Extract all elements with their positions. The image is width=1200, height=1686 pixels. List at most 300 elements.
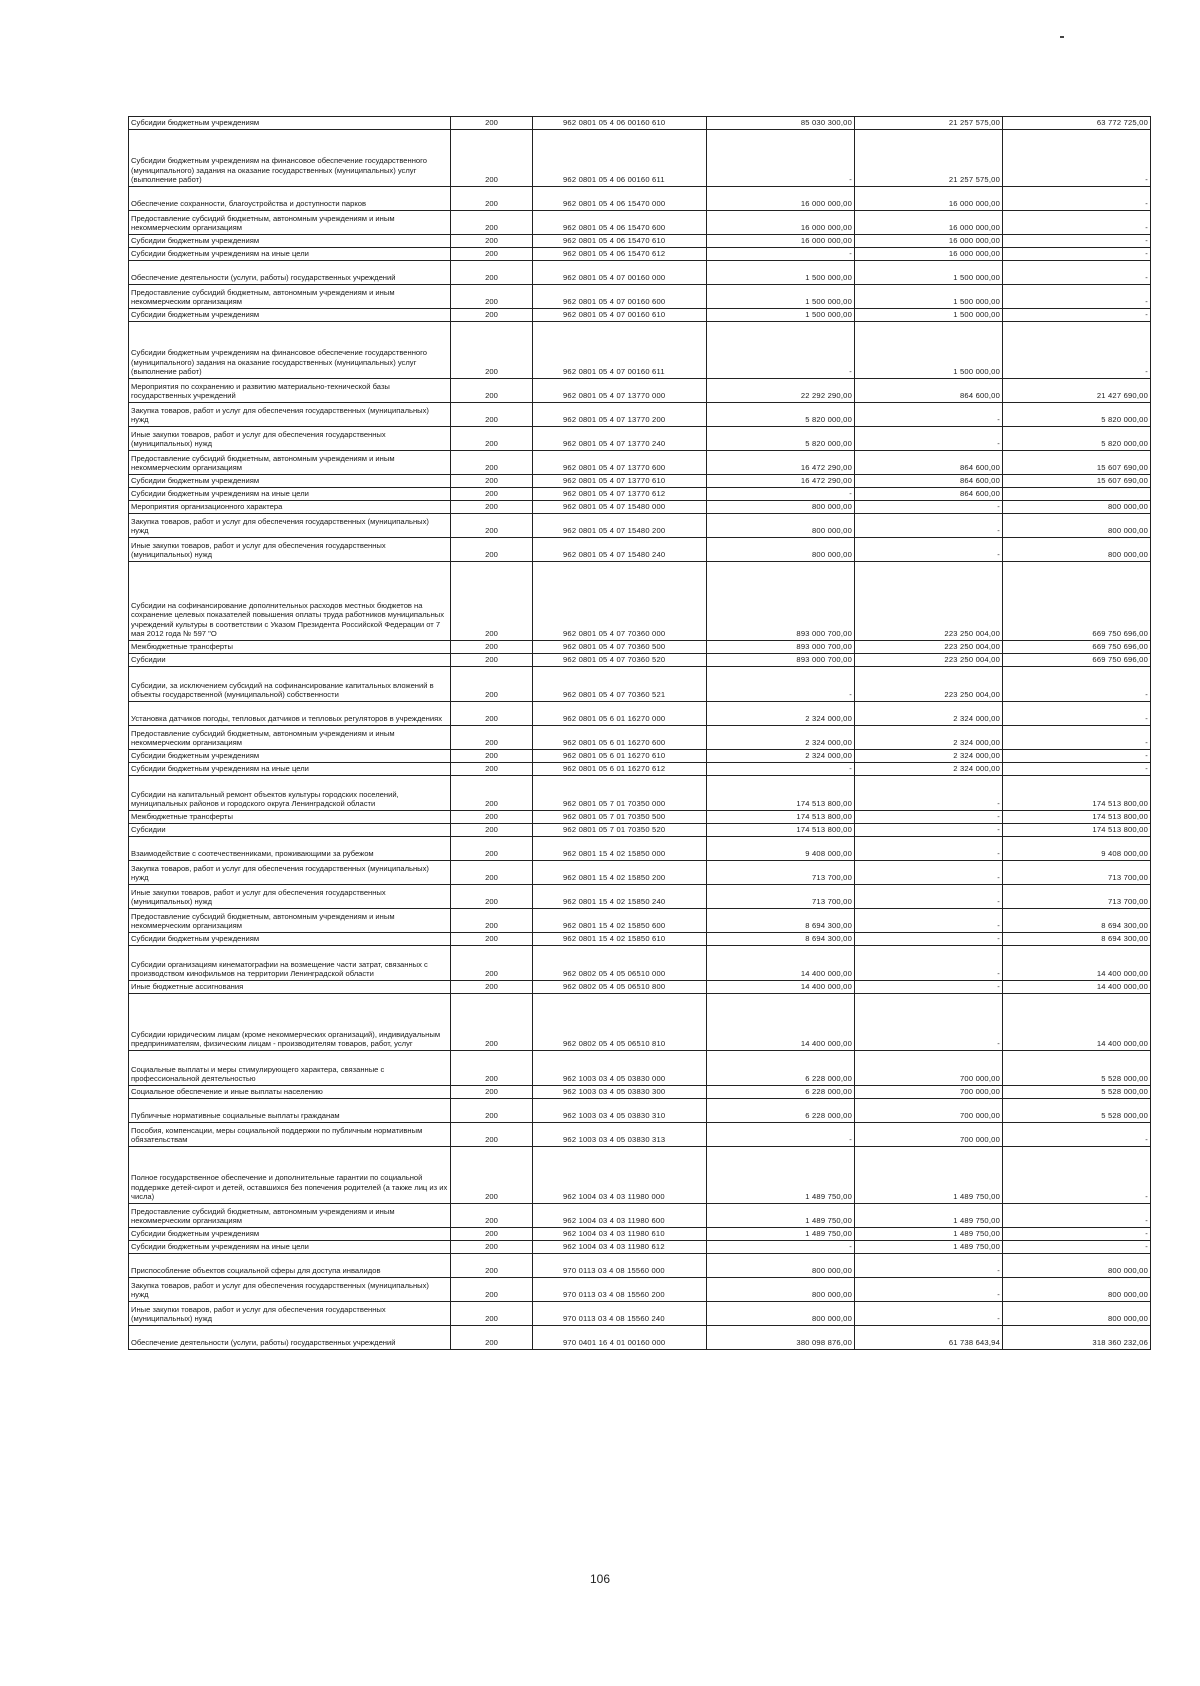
table-cell-value-1: 380 098 876,00: [707, 1326, 855, 1350]
table-cell-value-3: -: [1003, 187, 1151, 211]
table-cell-code: 962 0801 05 4 07 00160 000: [533, 261, 707, 285]
table-cell-value-1: 893 000 700,00: [707, 562, 855, 641]
table-cell-value-2: 16 000 000,00: [855, 187, 1003, 211]
table-row: [129, 654, 1151, 667]
table-cell-value-1: -: [707, 248, 855, 261]
table-row: [129, 475, 1151, 488]
table-cell-value-3: 800 000,00: [1003, 514, 1151, 538]
table-cell-value-1: 713 700,00: [707, 861, 855, 885]
table-row: [129, 885, 1151, 909]
table-row: [129, 1086, 1151, 1099]
table-cell-name: Полное государственное обеспечение и дополнительные гарантии по социальной поддержке детей-сирот и детей, оставшихся без попечения родителей (а также лиц из их числа): [129, 1147, 451, 1204]
table-cell-value-1: 1 500 000,00: [707, 261, 855, 285]
table-cell-value-1: -: [707, 667, 855, 702]
table-cell-value-3: -: [1003, 322, 1151, 379]
table-cell-value-1: 174 513 800,00: [707, 811, 855, 824]
table-cell-name: Субсидии бюджетным учреждениям на финансовое обеспечение государственного (муниципального) задания на оказание государственных (муниципальных) услуг (выполнение работ): [129, 130, 451, 187]
table-cell-admin: 200: [451, 130, 533, 187]
table-cell-admin: 200: [451, 514, 533, 538]
table-cell-admin: 200: [451, 1051, 533, 1086]
table-cell-value-3: 713 700,00: [1003, 885, 1151, 909]
table-row: [129, 1278, 1151, 1302]
table-row: [129, 427, 1151, 451]
table-cell-name: Субсидии: [129, 824, 451, 837]
table-row: [129, 981, 1151, 994]
table-cell-value-2: 1 500 000,00: [855, 261, 1003, 285]
table-cell-value-3: -: [1003, 1147, 1151, 1204]
table-cell-value-2: 223 250 004,00: [855, 641, 1003, 654]
table-cell-admin: 200: [451, 824, 533, 837]
table-cell-name: Предоставление субсидий бюджетным, автономным учреждениям и иным некоммерческим организациям: [129, 909, 451, 933]
table-row: [129, 824, 1151, 837]
table-cell-value-2: -: [855, 994, 1003, 1051]
table-cell-value-2: 700 000,00: [855, 1099, 1003, 1123]
table-row: [129, 641, 1151, 654]
table-row: [129, 1228, 1151, 1241]
table-row: [129, 763, 1151, 776]
table-cell-value-1: 800 000,00: [707, 1278, 855, 1302]
table-cell-value-1: -: [707, 1123, 855, 1147]
table-cell-value-2: 1 489 750,00: [855, 1228, 1003, 1241]
table-cell-code: 970 0113 03 4 08 15560 000: [533, 1254, 707, 1278]
table-cell-value-3: -: [1003, 309, 1151, 322]
table-cell-code: 962 1004 03 4 03 11980 600: [533, 1204, 707, 1228]
table-cell-code: 962 0801 15 4 02 15850 200: [533, 861, 707, 885]
table-cell-value-3: 21 427 690,00: [1003, 379, 1151, 403]
table-cell-code: 962 0801 05 4 06 15470 612: [533, 248, 707, 261]
table-cell-name: Социальное обеспечение и иные выплаты населению: [129, 1086, 451, 1099]
table-cell-value-3: 174 513 800,00: [1003, 824, 1151, 837]
table-row: [129, 403, 1151, 427]
table-row: [129, 909, 1151, 933]
table-cell-code: 962 1004 03 4 03 11980 000: [533, 1147, 707, 1204]
table-cell-value-2: -: [855, 776, 1003, 811]
table-cell-code: 962 0801 05 4 06 00160 611: [533, 130, 707, 187]
table-cell-value-2: 223 250 004,00: [855, 654, 1003, 667]
table-row: [129, 1123, 1151, 1147]
table-cell-value-3: 14 400 000,00: [1003, 946, 1151, 981]
table-cell-value-3: 174 513 800,00: [1003, 776, 1151, 811]
table-cell-name: Предоставление субсидий бюджетным, автономным учреждениям и иным некоммерческим организациям: [129, 451, 451, 475]
table-row: [129, 861, 1151, 885]
table-cell-admin: 200: [451, 811, 533, 824]
table-cell-value-1: 2 324 000,00: [707, 726, 855, 750]
table-cell-name: Установка датчиков погоды, тепловых датчиков и тепловых регуляторов в учреждениях: [129, 702, 451, 726]
table-cell-code: 962 0801 05 4 06 15470 610: [533, 235, 707, 248]
table-row: [129, 379, 1151, 403]
table-cell-value-3: 669 750 696,00: [1003, 562, 1151, 641]
table-cell-value-3: -: [1003, 1123, 1151, 1147]
table-cell-value-3: 174 513 800,00: [1003, 811, 1151, 824]
table-cell-admin: 200: [451, 187, 533, 211]
page-number: 106: [589, 1572, 611, 1586]
table-cell-code: 962 1003 03 4 05 03830 313: [533, 1123, 707, 1147]
table-cell-name: Публичные нормативные социальные выплаты гражданам: [129, 1099, 451, 1123]
table-cell-code: 962 1003 03 4 05 03830 310: [533, 1099, 707, 1123]
table-cell-value-2: -: [855, 427, 1003, 451]
table-cell-admin: 200: [451, 641, 533, 654]
table-cell-admin: 200: [451, 562, 533, 641]
table-cell-name: Социальные выплаты и меры стимулирующего характера, связанные с профессиональной деятельностью: [129, 1051, 451, 1086]
table-cell-value-2: 2 324 000,00: [855, 726, 1003, 750]
table-cell-name: Межбюджетные трансферты: [129, 641, 451, 654]
table-cell-value-3: -: [1003, 261, 1151, 285]
table-cell-value-3: 5 528 000,00: [1003, 1051, 1151, 1086]
table-cell-value-1: 16 000 000,00: [707, 187, 855, 211]
table-cell-value-2: -: [855, 501, 1003, 514]
table-cell-code: 962 1003 03 4 05 03830 000: [533, 1051, 707, 1086]
table-cell-name: Субсидии бюджетным учреждениям на финансовое обеспечение государственного (муниципального) задания на оказание государственных (муниципальных) услуг (выполнение работ): [129, 322, 451, 379]
table-cell-admin: 200: [451, 117, 533, 130]
table-cell-admin: 200: [451, 1278, 533, 1302]
table-cell-value-3: 800 000,00: [1003, 1254, 1151, 1278]
table-cell-value-1: 16 000 000,00: [707, 211, 855, 235]
table-cell-value-3: 8 694 300,00: [1003, 933, 1151, 946]
table-cell-code: 962 1003 03 4 05 03830 300: [533, 1086, 707, 1099]
table-row: [129, 1099, 1151, 1123]
table-cell-admin: 200: [451, 379, 533, 403]
table-cell-value-2: -: [855, 885, 1003, 909]
table-cell-code: 962 0801 05 7 01 70350 500: [533, 811, 707, 824]
table-cell-value-3: 800 000,00: [1003, 538, 1151, 562]
table-cell-value-3: -: [1003, 750, 1151, 763]
table-cell-name: Иные закупки товаров, работ и услуг для обеспечения государственных (муниципальных) нужд: [129, 885, 451, 909]
table-cell-value-3: 63 772 725,00: [1003, 117, 1151, 130]
table-row: [129, 1051, 1151, 1086]
table-row: [129, 1302, 1151, 1326]
table-cell-name: Иные закупки товаров, работ и услуг для обеспечения государственных (муниципальных) нужд: [129, 538, 451, 562]
table-row: [129, 1326, 1151, 1350]
table-cell-name: Иные закупки товаров, работ и услуг для обеспечения государственных (муниципальных) нужд: [129, 1302, 451, 1326]
table-row: [129, 248, 1151, 261]
table-row: [129, 811, 1151, 824]
table-cell-admin: 200: [451, 1254, 533, 1278]
table-cell-name: Субсидии, за исключением субсидий на софинансирование капитальных вложений в объекты государственной (муниципальной) собственности: [129, 667, 451, 702]
table-cell-value-1: 8 694 300,00: [707, 909, 855, 933]
table-cell-value-3: -: [1003, 248, 1151, 261]
table-cell-name: Субсидии на капитальный ремонт объектов культуры городских поселений, муниципальных районов и городского округа Ленинградской области: [129, 776, 451, 811]
table-cell-name: Субсидии бюджетным учреждениям: [129, 750, 451, 763]
table-cell-value-2: 700 000,00: [855, 1086, 1003, 1099]
table-cell-value-1: 2 324 000,00: [707, 702, 855, 726]
table-cell-value-2: -: [855, 403, 1003, 427]
table-row: [129, 130, 1151, 187]
table-cell-admin: 200: [451, 933, 533, 946]
table-cell-name: Субсидии бюджетным учреждениям: [129, 1228, 451, 1241]
table-cell-admin: 200: [451, 1086, 533, 1099]
table-row: [129, 322, 1151, 379]
table-cell-admin: 200: [451, 309, 533, 322]
table-row: [129, 488, 1151, 501]
table-cell-value-3: -: [1003, 726, 1151, 750]
table-cell-name: Субсидии бюджетным учреждениям: [129, 309, 451, 322]
table-cell-value-2: 223 250 004,00: [855, 562, 1003, 641]
table-cell-value-2: 864 600,00: [855, 451, 1003, 475]
table-cell-value-2: 21 257 575,00: [855, 130, 1003, 187]
table-row: [129, 538, 1151, 562]
table-cell-name: Субсидии бюджетным учреждениям: [129, 475, 451, 488]
table-cell-name: Иные закупки товаров, работ и услуг для обеспечения государственных (муниципальных) нужд: [129, 427, 451, 451]
table-cell-value-3: -: [1003, 667, 1151, 702]
table-cell-value-3: 669 750 696,00: [1003, 654, 1151, 667]
table-cell-value-3: 800 000,00: [1003, 1302, 1151, 1326]
table-row: [129, 1147, 1151, 1204]
table-cell-value-1: 1 489 750,00: [707, 1147, 855, 1204]
table-cell-admin: 200: [451, 981, 533, 994]
table-cell-value-2: 223 250 004,00: [855, 667, 1003, 702]
table-cell-value-1: 174 513 800,00: [707, 776, 855, 811]
table-cell-value-2: -: [855, 538, 1003, 562]
table-cell-admin: 200: [451, 763, 533, 776]
table-cell-name: Субсидии на софинансирование дополнительных расходов местных бюджетов на сохранение целевых показателей повышения оплаты труда работников муниципальных учреждений культуры в соответствии с Указом Президента Российской Федерации от 7 мая 2012 года № 597 "О: [129, 562, 451, 641]
table-cell-code: 962 0802 05 4 05 06510 000: [533, 946, 707, 981]
table-cell-value-2: -: [855, 1278, 1003, 1302]
table-cell-code: 962 0801 05 4 07 15480 200: [533, 514, 707, 538]
table-cell-value-1: 800 000,00: [707, 514, 855, 538]
table-cell-value-2: 1 489 750,00: [855, 1241, 1003, 1254]
table-cell-value-1: 1 500 000,00: [707, 285, 855, 309]
table-cell-code: 970 0113 03 4 08 15560 240: [533, 1302, 707, 1326]
table-cell-value-3: -: [1003, 1204, 1151, 1228]
table-cell-code: 962 0801 15 4 02 15850 240: [533, 885, 707, 909]
table-cell-value-1: 800 000,00: [707, 501, 855, 514]
table-cell-name: Закупка товаров, работ и услуг для обеспечения государственных (муниципальных) нужд: [129, 514, 451, 538]
table-cell-name: Субсидии организациям кинематографии на возмещение части затрат, связанных с производством кинофильмов на территории Ленинградской области: [129, 946, 451, 981]
table-cell-value-3: 9 408 000,00: [1003, 837, 1151, 861]
table-cell-name: Закупка товаров, работ и услуг для обеспечения государственных (муниципальных) нужд: [129, 1278, 451, 1302]
table-cell-admin: 200: [451, 211, 533, 235]
table-cell-value-3: 14 400 000,00: [1003, 981, 1151, 994]
table-cell-admin: 200: [451, 1326, 533, 1350]
table-cell-name: Пособия, компенсации, меры социальной поддержки по публичным нормативным обязательствам: [129, 1123, 451, 1147]
table-cell-code: 962 0801 05 4 07 00160 610: [533, 309, 707, 322]
table-cell-admin: 200: [451, 750, 533, 763]
table-cell-value-2: -: [855, 1254, 1003, 1278]
table-cell-name: Субсидии бюджетным учреждениям: [129, 933, 451, 946]
table-cell-code: 970 0113 03 4 08 15560 200: [533, 1278, 707, 1302]
table-cell-value-3: -: [1003, 1241, 1151, 1254]
table-cell-admin: 200: [451, 488, 533, 501]
table-cell-admin: 200: [451, 885, 533, 909]
table-cell-code: 962 0801 05 4 07 70360 000: [533, 562, 707, 641]
table-cell-code: 962 0801 05 4 07 13770 200: [533, 403, 707, 427]
table-cell-admin: 200: [451, 1204, 533, 1228]
table-cell-value-2: 700 000,00: [855, 1123, 1003, 1147]
table-cell-value-2: 21 257 575,00: [855, 117, 1003, 130]
table-cell-value-1: 5 820 000,00: [707, 427, 855, 451]
table-cell-value-3: -: [1003, 235, 1151, 248]
table-cell-admin: 200: [451, 322, 533, 379]
table-cell-code: 962 0801 05 7 01 70350 520: [533, 824, 707, 837]
table-cell-code: 962 0801 15 4 02 15850 000: [533, 837, 707, 861]
table-cell-admin: 200: [451, 285, 533, 309]
table-cell-value-1: 8 694 300,00: [707, 933, 855, 946]
table-row: [129, 702, 1151, 726]
table-cell-name: Субсидии бюджетным учреждениям на иные цели: [129, 763, 451, 776]
table-cell-value-3: 669 750 696,00: [1003, 641, 1151, 654]
table-cell-admin: 200: [451, 248, 533, 261]
table-cell-value-3: -: [1003, 130, 1151, 187]
table-cell-name: Мероприятия по сохранению и развитию материально-технической базы государственных учреждений: [129, 379, 451, 403]
table-cell-value-3: -: [1003, 285, 1151, 309]
budget-table: [128, 116, 1151, 1350]
table-cell-admin: 200: [451, 667, 533, 702]
table-cell-admin: 200: [451, 501, 533, 514]
table-cell-value-3: 800 000,00: [1003, 1278, 1151, 1302]
table-row: [129, 1204, 1151, 1228]
table-cell-value-2: -: [855, 837, 1003, 861]
table-cell-name: Межбюджетные трансферты: [129, 811, 451, 824]
table-cell-value-3: 5 820 000,00: [1003, 427, 1151, 451]
table-cell-name: Закупка товаров, работ и услуг для обеспечения государственных (муниципальных) нужд: [129, 861, 451, 885]
table-cell-name: Субсидии бюджетным учреждениям на иные цели: [129, 1241, 451, 1254]
table-cell-name: Предоставление субсидий бюджетным, автономным учреждениям и иным некоммерческим организациям: [129, 211, 451, 235]
table-cell-value-1: 800 000,00: [707, 1302, 855, 1326]
table-cell-name: Взаимодействие с соотечественниками, проживающими за рубежом: [129, 837, 451, 861]
table-cell-value-3: 14 400 000,00: [1003, 994, 1151, 1051]
table-cell-admin: 200: [451, 1099, 533, 1123]
table-cell-value-1: 1 500 000,00: [707, 309, 855, 322]
table-cell-code: 962 0801 05 6 01 16270 000: [533, 702, 707, 726]
table-cell-admin: 200: [451, 654, 533, 667]
table-cell-value-2: 864 600,00: [855, 488, 1003, 501]
table-cell-admin: 200: [451, 1302, 533, 1326]
table-cell-name: Предоставление субсидий бюджетным, автономным учреждениям и иным некоммерческим организациям: [129, 726, 451, 750]
table-cell-admin: 200: [451, 1228, 533, 1241]
table-row: [129, 211, 1151, 235]
table-row: [129, 1241, 1151, 1254]
table-row: [129, 726, 1151, 750]
table-row: [129, 285, 1151, 309]
table-cell-code: 962 0801 05 4 07 13770 612: [533, 488, 707, 501]
table-cell-code: 962 0801 05 4 07 13770 000: [533, 379, 707, 403]
table-cell-code: 962 0801 05 4 07 70360 500: [533, 641, 707, 654]
table-cell-admin: 200: [451, 946, 533, 981]
table-row: [129, 933, 1151, 946]
table-cell-code: 962 0801 05 4 07 00160 600: [533, 285, 707, 309]
table-cell-code: 962 0801 05 6 01 16270 612: [533, 763, 707, 776]
table-cell-value-1: 22 292 290,00: [707, 379, 855, 403]
table-row: [129, 946, 1151, 981]
table-cell-value-3: 800 000,00: [1003, 501, 1151, 514]
table-cell-value-1: 5 820 000,00: [707, 403, 855, 427]
table-cell-value-2: 2 324 000,00: [855, 763, 1003, 776]
table-cell-name: Иные бюджетные ассигнования: [129, 981, 451, 994]
table-cell-value-2: 1 489 750,00: [855, 1147, 1003, 1204]
table-cell-admin: 200: [451, 1123, 533, 1147]
scan-mark: [1060, 36, 1064, 38]
table-cell-code: 962 0801 05 4 06 15470 600: [533, 211, 707, 235]
table-cell-value-1: 85 030 300,00: [707, 117, 855, 130]
table-cell-value-2: 864 600,00: [855, 379, 1003, 403]
table-cell-value-2: -: [855, 933, 1003, 946]
table-cell-code: 962 0801 15 4 02 15850 610: [533, 933, 707, 946]
table-cell-code: 962 0801 05 4 07 70360 521: [533, 667, 707, 702]
table-cell-value-1: 6 228 000,00: [707, 1086, 855, 1099]
table-row: [129, 776, 1151, 811]
table-cell-code: 970 0401 16 4 01 00160 000: [533, 1326, 707, 1350]
table-cell-value-3: 5 528 000,00: [1003, 1086, 1151, 1099]
table-cell-value-2: 1 500 000,00: [855, 285, 1003, 309]
table-cell-value-2: 2 324 000,00: [855, 750, 1003, 763]
table-cell-admin: 200: [451, 475, 533, 488]
table-row: [129, 451, 1151, 475]
table-cell-value-2: -: [855, 824, 1003, 837]
table-cell-code: 962 0801 05 7 01 70350 000: [533, 776, 707, 811]
table-cell-value-2: 1 500 000,00: [855, 322, 1003, 379]
table-cell-code: 962 1004 03 4 03 11980 612: [533, 1241, 707, 1254]
table-cell-admin: 200: [451, 1241, 533, 1254]
table-cell-value-1: 800 000,00: [707, 538, 855, 562]
table-cell-name: Субсидии бюджетным учреждениям на иные цели: [129, 488, 451, 501]
table-cell-admin: 200: [451, 261, 533, 285]
table-cell-name: Обеспечение деятельности (услуги, работы) государственных учреждений: [129, 261, 451, 285]
table-cell-name: Обеспечение деятельности (услуги, работы) государственных учреждений: [129, 1326, 451, 1350]
table-cell-value-2: 1 489 750,00: [855, 1204, 1003, 1228]
table-cell-admin: 200: [451, 776, 533, 811]
table-cell-value-3: [1003, 488, 1151, 501]
table-cell-code: 962 0801 05 6 01 16270 600: [533, 726, 707, 750]
table-row: [129, 562, 1151, 641]
table-cell-value-3: 5 820 000,00: [1003, 403, 1151, 427]
table-cell-value-1: 9 408 000,00: [707, 837, 855, 861]
table-cell-admin: 200: [451, 861, 533, 885]
table-cell-value-1: 713 700,00: [707, 885, 855, 909]
table-cell-value-1: -: [707, 1241, 855, 1254]
table-cell-value-1: 14 400 000,00: [707, 946, 855, 981]
table-cell-admin: 200: [451, 726, 533, 750]
table-row: [129, 309, 1151, 322]
table-row: [129, 261, 1151, 285]
table-cell-value-1: -: [707, 488, 855, 501]
table-cell-value-1: 1 489 750,00: [707, 1204, 855, 1228]
table-cell-value-2: -: [855, 946, 1003, 981]
table-cell-value-2: -: [855, 811, 1003, 824]
table-cell-value-3: -: [1003, 702, 1151, 726]
table-cell-value-1: -: [707, 130, 855, 187]
table-cell-value-2: 2 324 000,00: [855, 702, 1003, 726]
table-cell-value-1: -: [707, 763, 855, 776]
table-cell-value-1: 16 472 290,00: [707, 475, 855, 488]
table-cell-value-3: 5 528 000,00: [1003, 1099, 1151, 1123]
table-cell-code: 962 0801 05 4 07 13770 240: [533, 427, 707, 451]
table-cell-value-2: 864 600,00: [855, 475, 1003, 488]
table-cell-code: 962 0801 15 4 02 15850 600: [533, 909, 707, 933]
table-cell-value-2: -: [855, 909, 1003, 933]
table-cell-admin: 200: [451, 994, 533, 1051]
table-cell-name: Мероприятия организационного характера: [129, 501, 451, 514]
table-cell-code: 962 0801 05 4 07 70360 520: [533, 654, 707, 667]
table-cell-code: 962 0801 05 4 07 00160 611: [533, 322, 707, 379]
table-row: [129, 514, 1151, 538]
table-cell-value-3: 15 607 690,00: [1003, 451, 1151, 475]
table-cell-admin: 200: [451, 427, 533, 451]
budget-table-body: [129, 117, 1151, 1350]
table-cell-admin: 200: [451, 702, 533, 726]
table-cell-value-1: 16 472 290,00: [707, 451, 855, 475]
table-cell-value-1: 800 000,00: [707, 1254, 855, 1278]
table-cell-value-1: -: [707, 322, 855, 379]
table-cell-value-3: -: [1003, 1228, 1151, 1241]
table-cell-value-1: 893 000 700,00: [707, 641, 855, 654]
table-row: [129, 750, 1151, 763]
table-cell-admin: 200: [451, 1147, 533, 1204]
table-row: [129, 235, 1151, 248]
table-cell-code: 962 0801 05 4 07 15480 240: [533, 538, 707, 562]
table-cell-value-3: 15 607 690,00: [1003, 475, 1151, 488]
table-cell-value-1: 6 228 000,00: [707, 1099, 855, 1123]
table-cell-code: 962 0801 05 4 06 00160 610: [533, 117, 707, 130]
